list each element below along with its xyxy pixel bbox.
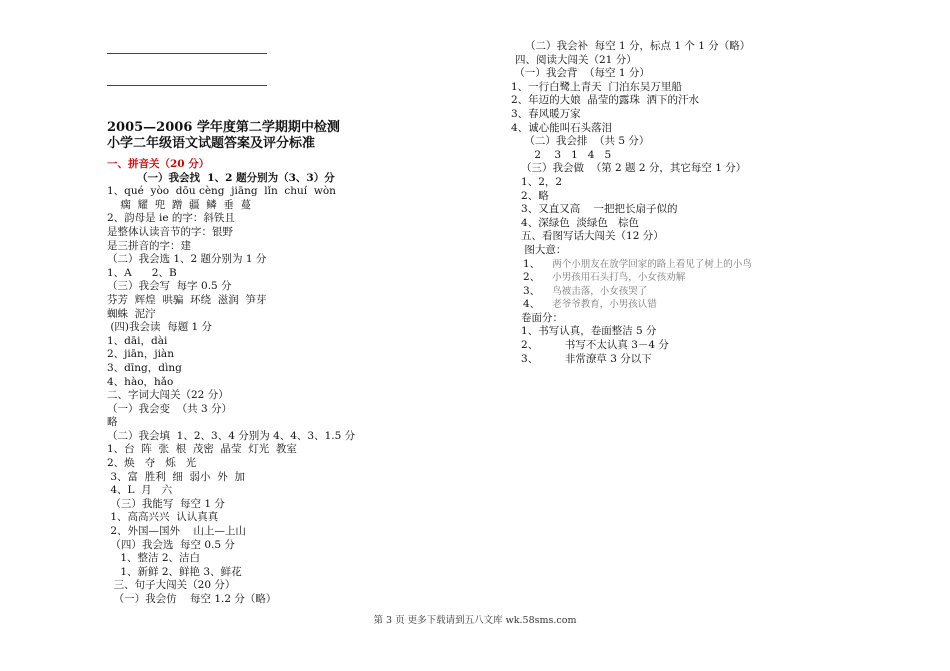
answer-line: 是三拼音的字：建 — [107, 239, 191, 252]
section-heading: 二、字词大闯关（22 分） — [107, 389, 229, 402]
answer-line: 1、dāi，dài — [107, 334, 168, 347]
picture-summary-text: 小男孩用石头打鸟，小女孩劝解 — [552, 272, 686, 284]
section-heading: 三、句子大闯关（20 分） — [107, 579, 236, 592]
item-number: 2、 — [523, 271, 541, 284]
item-number: 1、 — [523, 257, 541, 270]
answer-line: 4、L 月 六 — [107, 484, 173, 497]
answer-line: 4、hào，hǎo — [107, 375, 174, 388]
answer-line: 1、书写认真，卷面整洁 5 分 — [511, 325, 657, 338]
answer-line: 卷面分： — [511, 311, 564, 324]
answer-line: 瘸 耀 兜 蹭 疆 鳞 垂 蔓 — [107, 198, 252, 211]
picture-summary-item — [511, 258, 841, 272]
answer-line: 2、韵母是 ie 的字：斜铁且 — [107, 212, 235, 225]
answer-line: 1、2，2 — [511, 175, 563, 188]
answer-line: 2、jiān，jiàn — [107, 348, 174, 361]
blank-line-2 — [107, 85, 267, 86]
answer-line: （三）我会做 （第 2 题 2 分，其它每空 1 分） — [511, 162, 747, 175]
answer-line: （二）我会排 （共 5 分） — [511, 135, 650, 148]
answer-line: （三）我会写 每字 0.5 分 — [107, 280, 232, 293]
answer-line: 2、略 — [511, 189, 549, 202]
answer-line: 1、台 阵 张 根 茂密 晶莹 灯光 教室 — [107, 443, 297, 456]
picture-summary-item — [511, 271, 841, 285]
answer-line: 2、外国—国外 山上—上山 — [107, 525, 246, 538]
answer-line: 略 — [107, 416, 118, 429]
answer-line: （一）我会变 （共 3 分） — [107, 402, 233, 415]
page-footer: 第 3 页 更多下载请到五八文库 wk.58sms.com — [373, 615, 577, 626]
answer-line: （二）我会选 1、2 题分别为 1 分 — [107, 253, 267, 266]
answer-line: （三）我能写 每空 1 分 — [107, 497, 225, 510]
answer-line: （一）我会背 （每空 1 分） — [511, 67, 650, 80]
answer-line: 3、dīng，dìng — [107, 361, 182, 374]
answer-line: 1、整洁 2、洁白 — [107, 552, 201, 565]
picture-summary-text: 鸟被击落，小女孩哭了 — [552, 285, 648, 297]
section-heading: 四、阅读大闯关（21 分） — [515, 53, 637, 66]
answer-line: 4、诚心能叫石头落泪 — [511, 121, 613, 134]
answer-line: 4、深绿色 淡绿色 棕色 — [511, 216, 639, 229]
answer-line: 1、qué yòo dōu cèng jiāng lǐn chuí wòn — [107, 185, 336, 198]
section-pinyin-heading: 一、拼音关（20 分） — [107, 158, 210, 170]
answer-line: （二）我会补 每空 1 分，标点 1 个 1 分（略） — [525, 40, 751, 52]
answer-line: 2、 书写不太认真 3－4 分 — [511, 339, 669, 352]
picture-summary-item — [511, 285, 841, 299]
section-heading: 五、看图写话大闯关（12 分） — [511, 230, 664, 243]
answer-line: 2、年迈的大娘 晶莹的露珠 洒下的汗水 — [511, 94, 700, 107]
answer-line: 1、一行白鹭上青天 门泊东吴万里船 — [511, 80, 682, 93]
subsection-heading: （一）我会找 1、2 题分别为（3、3）分 — [137, 171, 335, 184]
answer-line: 1、高高兴兴 认认真真 — [107, 511, 219, 524]
answer-line: 3、富 胜利 细 弱小 外 加 — [107, 470, 245, 483]
answer-line: 芬芳 辉煌 哄骗 环绕 滋润 笋芽 — [107, 293, 267, 306]
picture-summary-text: 两个小朋友在放学回家的路上看见了树上的小鸟 — [552, 258, 752, 270]
title-line-1: 2005—2006 学年度第二学期期中检测 — [107, 120, 340, 135]
answer-line: (四)我会读 每题 1 分 — [107, 321, 213, 334]
answer-line: 1、新鲜 2、鲜艳 3、鲜花 — [107, 565, 242, 578]
answer-line: 2、焕 夺 烁 光 — [107, 457, 197, 470]
answer-line: 2 3 1 4 5 — [511, 148, 612, 161]
answer-line: （二）我会填 1、2、3、4 分别为 4、4、3、1.5 分 — [107, 429, 356, 442]
item-number: 4、 — [523, 298, 541, 311]
answer-line: （一）我会仿 每空 1.2 分（略） — [107, 593, 277, 605]
answer-line: （四）我会选 每空 0.5 分 — [107, 538, 235, 551]
answer-line: 1、A 2、B — [107, 266, 177, 279]
left-column — [107, 120, 437, 607]
answer-line: 图大意： — [511, 243, 567, 256]
right-column — [511, 40, 841, 366]
blank-line-1 — [107, 53, 267, 54]
picture-summary-text: 老爷爷教育，小男孩认错 — [552, 299, 657, 311]
title-line-2: 小学二年级语文试题答案及评分标准 — [107, 136, 316, 151]
answer-line: 3、 非常潦草 3 分以下 — [511, 352, 652, 365]
answer-line: 3、又直又高 一把把长扇子似的 — [511, 203, 678, 216]
picture-summary-item — [511, 298, 841, 312]
item-number: 3、 — [523, 284, 541, 297]
answer-line: 蜘蛛 泥泞 — [107, 307, 156, 320]
answer-line: 3、春风暖万家 — [511, 107, 581, 120]
answer-line: 是整体认读音节的字：银野 — [107, 225, 233, 238]
